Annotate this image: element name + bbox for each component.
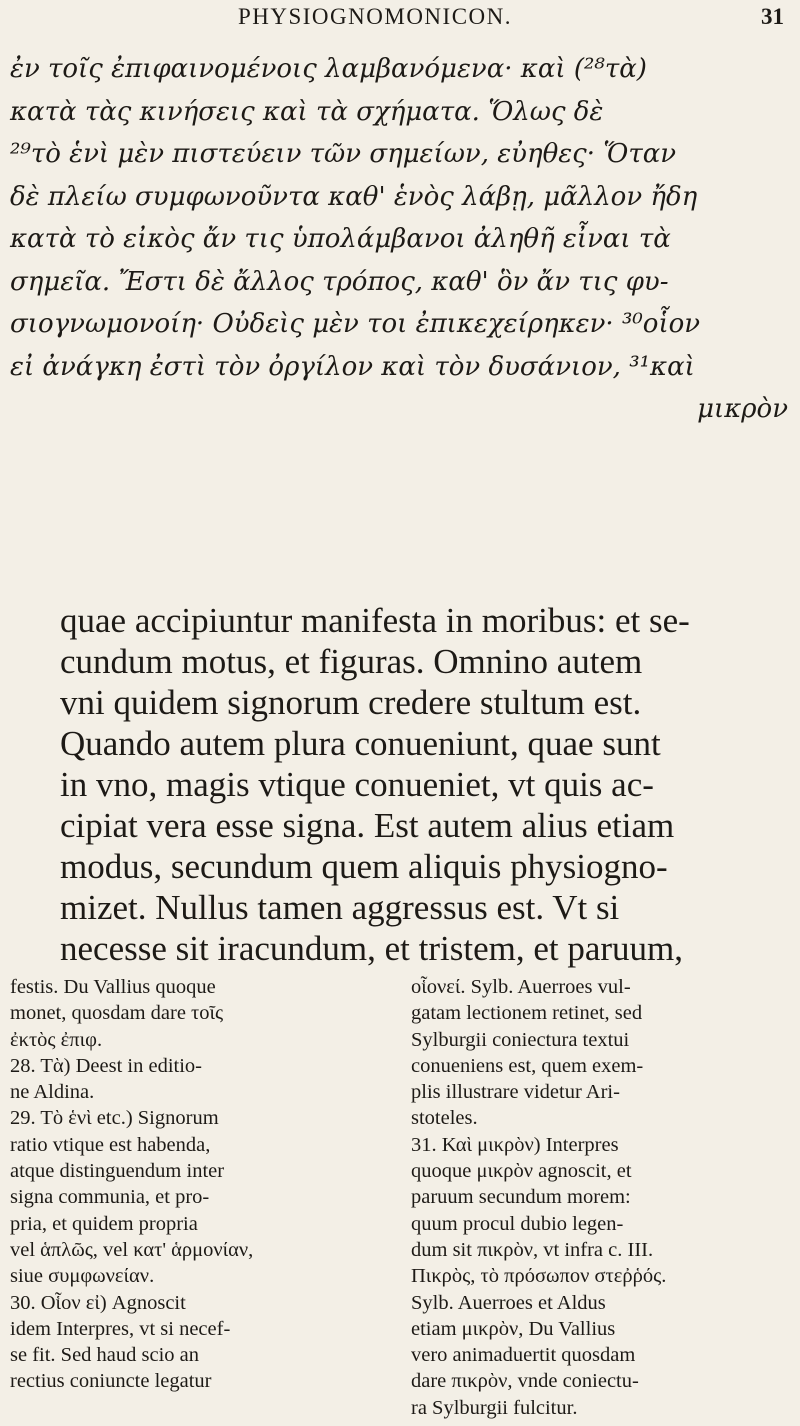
latin-line: quae accipiuntur manifesta in moribus: et se- — [60, 601, 690, 640]
footnotes-left-column — [10, 974, 390, 1395]
footnote-line: ne Aldina. — [10, 1081, 95, 1104]
latin-line: vni quidem signorum credere stultum est. — [60, 683, 642, 722]
footnote-line: stoteles. — [411, 1107, 478, 1130]
greek-line: ἐν τοῖς ἐπιφαινομένοις λαμβανόμενα· καὶ (²⁸τὰ) — [10, 54, 647, 84]
footnote-line: 31. Καὶ μικρὸν) Interpres — [411, 1133, 619, 1156]
footnote-line: siue συμφωνείαν. — [10, 1265, 155, 1288]
page-number: 31 — [761, 4, 784, 29]
footnote-line: quoque μικρὸν agnoscit, et — [411, 1160, 632, 1183]
footnote-line: Sylburgii coniectura textui — [411, 1028, 630, 1051]
latin-line: cundum motus, et figuras. Omnino autem — [60, 642, 643, 681]
footnote-line: conueniens est, quem exem- — [411, 1054, 644, 1077]
latin-line: in vno, magis vtique conueniet, vt quis ac- — [60, 765, 654, 804]
latin-line: cipiat vera esse signa. Est autem alius etiam — [60, 806, 675, 845]
footnote-line: etiam μικρὸν, Du Vallius — [411, 1317, 616, 1340]
footnote-line: festis. Du Vallius quoque — [10, 976, 216, 998]
footnote-line: ra Sylburgii fulcitur. — [411, 1396, 578, 1419]
latin-line: modus, secundum quem aliquis physiogno- — [60, 847, 668, 886]
footnote-line: ἐκτὸς ἐπιφ. — [10, 1028, 103, 1051]
greek-line: σιογνωμονοίη· Οὐδεὶς μὲν τοι ἐπικεχείρηκεν· ³⁰οἷον — [10, 309, 701, 339]
greek-line: σημεῖα. Ἔστι δὲ ἄλλος τρόπος, καθ' ὃν ἄν τις φυ- — [10, 266, 669, 297]
footnote-line: monet, quosdam dare τοῖς — [10, 1002, 224, 1025]
footnote-line: Sylb. Auerroes et Aldus — [411, 1291, 606, 1314]
latin-line: mizet. Nullus tamen aggressus est. Vt si — [60, 888, 620, 927]
footnote-line: paruum secundum morem: — [411, 1186, 631, 1209]
footnote-line: Πικρὸς, τὸ πρόσωπον στεῤῥός. — [411, 1265, 667, 1288]
greek-line: κατὰ τὸ εἰκὸς ἄν τις ὑπολάμβανοι ἀληθῆ εἶναι τὰ — [10, 224, 671, 254]
footnote-line: atque distinguendum inter — [10, 1160, 225, 1183]
footnote-line: 29. Τὸ ἑνὶ etc.) Signorum — [10, 1107, 219, 1130]
footnote-line: dum sit πικρὸν, vt infra c. III. — [411, 1238, 654, 1261]
footnote-line: rectius coniuncte legatur — [10, 1370, 212, 1393]
footnote-line: vero animaduertit quosdam — [411, 1344, 636, 1367]
greek-line: κατὰ τὰς κινήσεις καὶ τὰ σχήματα. Ὅλως δὲ — [10, 96, 604, 127]
footnote-line: pria, et quidem propria — [10, 1212, 198, 1235]
greek-line: εἰ ἀνάγκη ἐστὶ τὸν ὀργίλον καὶ τὸν δυσάνιον, ³¹καὶ — [10, 351, 695, 382]
running-title: PHYSIOGNOMONICON. — [237, 4, 513, 29]
footnote-line: 28. Τὰ) Deest in editio- — [10, 1054, 202, 1077]
footnote-line: signa communia, et pro- — [10, 1186, 210, 1209]
footnotes-right-column — [411, 974, 791, 1421]
footnote-line: idem Interpres, vt si necef- — [10, 1317, 231, 1340]
footnote-line: gatam lectionem retinet, sed — [411, 1002, 643, 1025]
footnote-line: dare πικρὸν, vnde coniectu- — [411, 1370, 639, 1393]
greek-line: ²⁹τὸ ἑνὶ μὲν πιστεύειν τῶν σημείων, εὐηθες· Ὅταν — [10, 139, 677, 169]
footnote-line: se fit. Sed haud scio an — [10, 1344, 200, 1367]
footnote-line: ratio vtique est habenda, — [10, 1133, 211, 1156]
latin-line: Quando autem plura conueniunt, quae sunt — [60, 724, 661, 763]
footnote-line: vel ἁπλῶς, vel κατ' ἁρμονίαν, — [10, 1238, 254, 1261]
latin-translation-block — [60, 600, 790, 969]
page-header — [0, 4, 800, 44]
latin-line: necesse sit iracundum, et tristem, et paruum, — [60, 929, 684, 968]
footnote-line: quum procul dubio legen- — [411, 1212, 624, 1235]
greek-catchword: μικρὸν — [697, 394, 788, 424]
footnote-line: 30. Οἷον εἰ) Agnoscit — [10, 1291, 186, 1314]
greek-line: δὲ πλείω συμφωνοῦντα καθ' ἑνὸς λάβῃ, μᾶλλον ἤδη — [10, 181, 698, 212]
footnote-line: οἷονεί. Sylb. Auerroes vul- — [411, 976, 631, 998]
footnote-line: plis illustrare videtur Ari- — [411, 1081, 620, 1104]
greek-text-block — [10, 48, 788, 431]
